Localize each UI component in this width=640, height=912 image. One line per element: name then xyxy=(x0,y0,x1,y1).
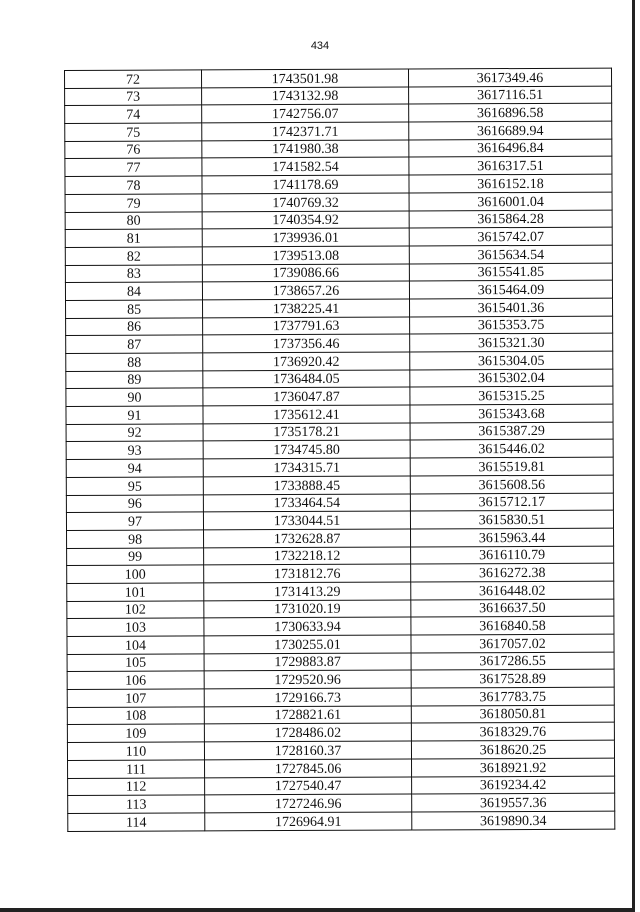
coordinate-table xyxy=(64,68,615,832)
point-number-cell: 78 xyxy=(65,176,202,194)
table-row xyxy=(66,369,613,389)
y-coordinate-cell: 3618921.92 xyxy=(412,758,615,777)
point-number-cell: 108 xyxy=(67,707,204,725)
point-number-cell: 112 xyxy=(68,777,205,795)
y-coordinate-cell: 3615304.05 xyxy=(410,351,613,370)
y-coordinate-cell: 3615302.04 xyxy=(410,369,613,388)
x-coordinate-cell: 1739513.08 xyxy=(202,246,409,265)
point-number-cell: 85 xyxy=(66,300,203,318)
point-number-cell: 106 xyxy=(67,671,204,689)
table-row xyxy=(65,210,612,230)
y-coordinate-cell: 3615864.28 xyxy=(409,210,612,229)
y-coordinate-cell: 3615387.29 xyxy=(410,422,613,441)
point-number-cell: 84 xyxy=(65,282,202,300)
point-number-cell: 102 xyxy=(67,601,204,619)
x-coordinate-cell: 1732628.87 xyxy=(204,529,411,548)
y-coordinate-cell: 3616317.51 xyxy=(409,157,612,176)
table-row xyxy=(67,528,614,548)
x-coordinate-cell: 1730633.94 xyxy=(204,617,411,636)
point-number-cell: 77 xyxy=(65,158,202,176)
table-row xyxy=(67,634,614,654)
point-number-cell: 89 xyxy=(66,371,203,389)
x-coordinate-cell: 1741980.38 xyxy=(202,140,409,159)
point-number-cell: 98 xyxy=(67,530,204,548)
table-row xyxy=(65,227,612,247)
point-number-cell: 113 xyxy=(68,795,205,813)
point-number-cell: 105 xyxy=(67,654,204,672)
x-coordinate-cell: 1733888.45 xyxy=(203,476,410,495)
point-number-cell: 72 xyxy=(65,70,202,88)
y-coordinate-cell: 3615519.81 xyxy=(410,457,613,476)
x-coordinate-cell: 1732218.12 xyxy=(204,547,411,566)
table-row xyxy=(65,245,612,265)
table-row xyxy=(67,563,614,583)
x-coordinate-cell: 1737791.63 xyxy=(203,317,410,336)
x-coordinate-cell: 1726964.91 xyxy=(205,812,412,831)
table-row xyxy=(65,86,612,106)
point-number-cell: 80 xyxy=(65,211,202,229)
table-row xyxy=(67,669,614,689)
table-row xyxy=(66,440,613,460)
x-coordinate-cell: 1741178.69 xyxy=(202,175,409,194)
y-coordinate-cell: 3615830.51 xyxy=(410,510,613,529)
y-coordinate-cell: 3619890.34 xyxy=(412,811,615,830)
coordinate-table-body xyxy=(65,68,615,831)
table-row xyxy=(68,793,615,813)
table-row xyxy=(65,68,612,88)
y-coordinate-cell: 3615464.09 xyxy=(409,280,612,299)
x-coordinate-cell: 1739086.66 xyxy=(202,264,409,283)
point-number-cell: 96 xyxy=(66,494,203,512)
y-coordinate-cell: 3616272.38 xyxy=(411,563,614,582)
table-row xyxy=(67,546,614,566)
y-coordinate-cell: 3615353.75 xyxy=(410,316,613,335)
point-number-cell: 93 xyxy=(66,441,203,459)
y-coordinate-cell: 3618329.76 xyxy=(411,723,614,742)
point-number-cell: 86 xyxy=(66,318,203,336)
table-row xyxy=(68,811,615,831)
table-row xyxy=(66,333,613,353)
y-coordinate-cell: 3617286.55 xyxy=(411,652,614,671)
x-coordinate-cell: 1737356.46 xyxy=(203,334,410,353)
y-coordinate-cell: 3615315.25 xyxy=(410,386,613,405)
point-number-cell: 73 xyxy=(65,88,202,106)
x-coordinate-cell: 1728821.61 xyxy=(204,706,411,725)
x-coordinate-cell: 1727540.47 xyxy=(205,776,412,795)
point-number-cell: 107 xyxy=(67,689,204,707)
table-row xyxy=(65,263,612,283)
y-coordinate-cell: 3619234.42 xyxy=(412,776,615,795)
table-row xyxy=(68,758,615,778)
y-coordinate-cell: 3616448.02 xyxy=(411,581,614,600)
y-coordinate-cell: 3615634.54 xyxy=(409,245,612,264)
x-coordinate-cell: 1736484.05 xyxy=(203,370,410,389)
table-row xyxy=(67,705,614,725)
point-number-cell: 103 xyxy=(67,618,204,636)
y-coordinate-cell: 3615446.02 xyxy=(410,440,613,459)
x-coordinate-cell: 1729166.73 xyxy=(204,688,411,707)
x-coordinate-cell: 1735612.41 xyxy=(203,405,410,424)
table-row xyxy=(65,280,612,300)
y-coordinate-cell: 3616689.94 xyxy=(409,121,612,140)
point-number-cell: 74 xyxy=(65,105,202,123)
point-number-cell: 94 xyxy=(66,459,203,477)
table-row xyxy=(67,581,614,601)
table-row xyxy=(66,457,613,477)
point-number-cell: 81 xyxy=(65,229,202,247)
point-number-cell: 75 xyxy=(65,123,202,141)
point-number-cell: 83 xyxy=(65,264,202,282)
point-number-cell: 90 xyxy=(66,388,203,406)
x-coordinate-cell: 1728486.02 xyxy=(204,723,411,742)
point-number-cell: 88 xyxy=(66,353,203,371)
y-coordinate-cell: 3615343.68 xyxy=(410,404,613,423)
x-coordinate-cell: 1740769.32 xyxy=(202,193,409,212)
x-coordinate-cell: 1731020.19 xyxy=(204,600,411,619)
y-coordinate-cell: 3617349.46 xyxy=(408,68,611,87)
point-number-cell: 104 xyxy=(67,636,204,654)
point-number-cell: 100 xyxy=(67,565,204,583)
table-row xyxy=(65,103,612,123)
x-coordinate-cell: 1733044.51 xyxy=(203,511,410,530)
table-row xyxy=(66,316,613,336)
point-number-cell: 114 xyxy=(68,813,205,831)
point-number-cell: 95 xyxy=(66,477,203,495)
page-number: 434 xyxy=(310,40,330,52)
x-coordinate-cell: 1743132.98 xyxy=(202,87,409,106)
point-number-cell: 109 xyxy=(67,724,204,742)
table-row xyxy=(65,157,612,177)
x-coordinate-cell: 1730255.01 xyxy=(204,635,411,654)
y-coordinate-cell: 3616896.58 xyxy=(409,103,612,122)
y-coordinate-cell: 3616152.18 xyxy=(409,174,612,193)
table-row xyxy=(67,687,614,707)
y-coordinate-cell: 3615401.36 xyxy=(410,298,613,317)
y-coordinate-cell: 3618050.81 xyxy=(411,705,614,724)
y-coordinate-cell: 3615742.07 xyxy=(409,227,612,246)
x-coordinate-cell: 1736920.42 xyxy=(203,352,410,371)
x-coordinate-cell: 1739936.01 xyxy=(202,228,409,247)
y-coordinate-cell: 3619557.36 xyxy=(412,793,615,812)
x-coordinate-cell: 1735178.21 xyxy=(203,423,410,442)
y-coordinate-cell: 3615608.56 xyxy=(410,475,613,494)
point-number-cell: 76 xyxy=(65,141,202,159)
x-coordinate-cell: 1742756.07 xyxy=(202,104,409,123)
x-coordinate-cell: 1731812.76 xyxy=(204,564,411,583)
x-coordinate-cell: 1734745.80 xyxy=(203,440,410,459)
table-row xyxy=(66,386,613,406)
table-row xyxy=(66,404,613,424)
point-number-cell: 79 xyxy=(65,194,202,212)
y-coordinate-cell: 3616496.84 xyxy=(409,139,612,158)
table-row xyxy=(67,652,614,672)
y-coordinate-cell: 3615963.44 xyxy=(411,528,614,547)
point-number-cell: 82 xyxy=(65,247,202,265)
table-row xyxy=(67,616,614,636)
table-row xyxy=(65,192,612,212)
x-coordinate-cell: 1738225.41 xyxy=(203,299,410,318)
x-coordinate-cell: 1738657.26 xyxy=(202,281,409,300)
table-row xyxy=(66,475,613,495)
x-coordinate-cell: 1733464.54 xyxy=(203,493,410,512)
y-coordinate-cell: 3617528.89 xyxy=(411,669,614,688)
point-number-cell: 91 xyxy=(66,406,203,424)
table-row xyxy=(65,121,612,141)
y-coordinate-cell: 3615541.85 xyxy=(409,263,612,282)
x-coordinate-cell: 1731413.29 xyxy=(204,582,411,601)
x-coordinate-cell: 1741582.54 xyxy=(202,157,409,176)
point-number-cell: 87 xyxy=(66,335,203,353)
point-number-cell: 101 xyxy=(67,583,204,601)
table-row xyxy=(68,776,615,796)
x-coordinate-cell: 1729520.96 xyxy=(204,670,411,689)
y-coordinate-cell: 3617057.02 xyxy=(411,634,614,653)
table-row xyxy=(66,351,613,371)
x-coordinate-cell: 1743501.98 xyxy=(202,69,409,88)
x-coordinate-cell: 1727845.06 xyxy=(205,759,412,778)
table-row xyxy=(67,723,614,743)
x-coordinate-cell: 1729883.87 xyxy=(204,653,411,672)
y-coordinate-cell: 3616840.58 xyxy=(411,616,614,635)
point-number-cell: 99 xyxy=(67,547,204,565)
y-coordinate-cell: 3615321.30 xyxy=(410,333,613,352)
x-coordinate-cell: 1728160.37 xyxy=(204,741,411,760)
y-coordinate-cell: 3616110.79 xyxy=(411,546,614,565)
table-row xyxy=(67,599,614,619)
table-row xyxy=(66,298,613,318)
x-coordinate-cell: 1727246.96 xyxy=(205,794,412,813)
point-number-cell: 92 xyxy=(66,424,203,442)
point-number-cell: 110 xyxy=(67,742,204,760)
y-coordinate-cell: 3615712.17 xyxy=(410,493,613,512)
x-coordinate-cell: 1742371.71 xyxy=(202,122,409,141)
y-coordinate-cell: 3617783.75 xyxy=(411,687,614,706)
x-coordinate-cell: 1736047.87 xyxy=(203,387,410,406)
y-coordinate-cell: 3618620.25 xyxy=(411,740,614,759)
point-number-cell: 111 xyxy=(68,760,205,778)
table-row xyxy=(66,422,613,442)
y-coordinate-cell: 3616637.50 xyxy=(411,599,614,618)
point-number-cell: 97 xyxy=(66,512,203,530)
x-coordinate-cell: 1740354.92 xyxy=(202,210,409,229)
table-row xyxy=(66,493,613,513)
table-row xyxy=(66,510,613,530)
table-row xyxy=(65,139,612,159)
y-coordinate-cell: 3617116.51 xyxy=(409,86,612,105)
y-coordinate-cell: 3616001.04 xyxy=(409,192,612,211)
table-row xyxy=(67,740,614,760)
x-coordinate-cell: 1734315.71 xyxy=(203,458,410,477)
table-row xyxy=(65,174,612,194)
